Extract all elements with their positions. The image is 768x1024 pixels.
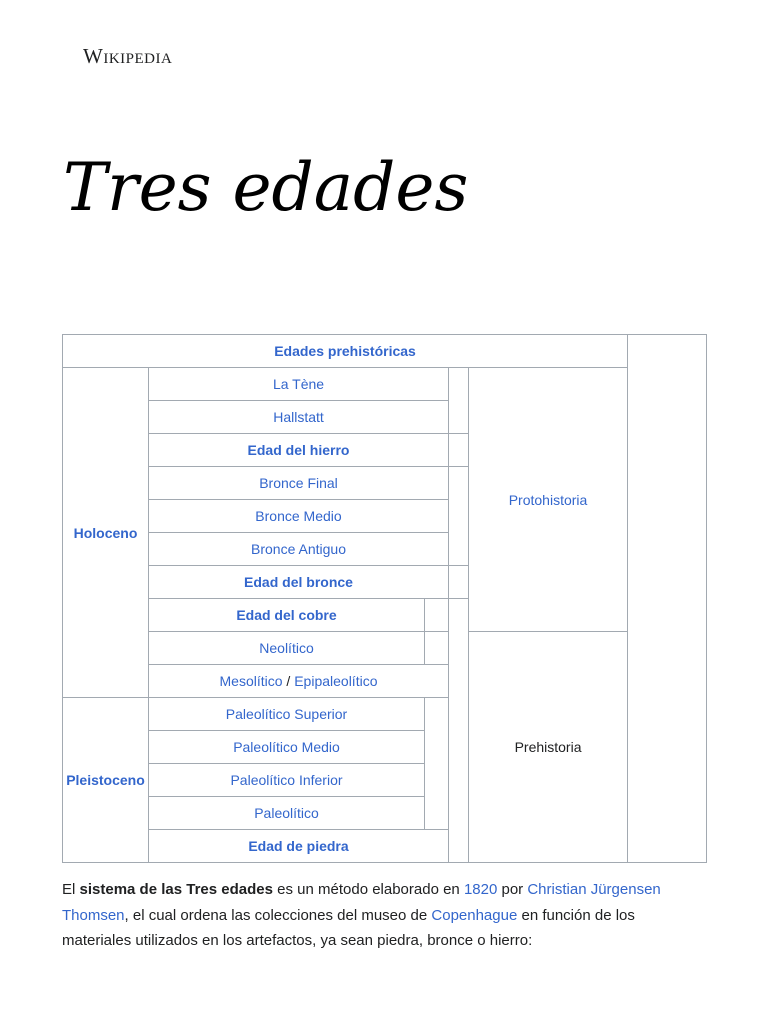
holocene-cell <box>63 368 149 698</box>
paleolithic-cell <box>149 797 425 830</box>
copenhagen-link[interactable]: Copenhague <box>431 906 518 924</box>
mesolithic-cell <box>149 665 449 698</box>
paleolithic-link[interactable]: Paleolítico <box>254 805 319 821</box>
middle-paleolithic-cell <box>149 731 425 764</box>
stone-age-cell <box>149 830 449 863</box>
pleistocene-cell <box>63 698 149 863</box>
la-tene-link[interactable]: La Tène <box>272 376 325 392</box>
table-row <box>63 368 707 401</box>
protohistory-cell <box>469 368 628 632</box>
early-bronze-link[interactable]: Bronce Antiguo <box>251 541 346 557</box>
upper-paleolithic-cell <box>149 698 425 731</box>
copper-age-cell <box>149 599 425 632</box>
iron-age-link[interactable]: Edad del hierro <box>247 442 350 458</box>
intro-text: El <box>62 881 80 898</box>
spacer-cell <box>425 632 449 665</box>
intro-text: , el cual ordena las colecciones del museo de <box>124 906 432 924</box>
bronze-age-cell <box>149 566 449 599</box>
prehistory-cell <box>469 632 628 863</box>
spacer-cell <box>449 434 469 467</box>
neolithic-link[interactable]: Neolítico <box>259 640 314 656</box>
middle-bronze-cell <box>149 500 449 533</box>
intro-text: por <box>497 881 528 898</box>
protohistory-link[interactable]: Protohistoria <box>508 491 588 508</box>
thomsen-link[interactable]: Christian Jürgensen Thomsen <box>62 881 661 924</box>
la-tene-cell <box>149 368 449 401</box>
table-heading <box>63 335 628 368</box>
intro-text: es un método elaborado en <box>272 881 464 898</box>
intro-paragraph <box>62 877 662 954</box>
wikipedia-logo[interactable]: Wikipedia <box>83 44 173 68</box>
page-title: Tres edades <box>63 149 469 226</box>
hallstatt-link[interactable]: Hallstatt <box>273 409 324 425</box>
iron-age-cell <box>149 434 449 467</box>
spacer-cell <box>449 368 469 434</box>
lower-paleolithic-link[interactable]: Paleolítico Inferior <box>230 772 343 788</box>
table-row <box>63 335 707 368</box>
upper-paleolithic-link[interactable]: Paleolítico Superior <box>225 706 348 722</box>
stone-age-link[interactable]: Edad de piedra <box>248 838 349 854</box>
early-bronze-cell <box>149 533 449 566</box>
spacer-cell <box>449 599 469 863</box>
prehistory-label: Prehistoria <box>514 739 582 755</box>
spacer-cell <box>425 698 449 830</box>
holocene-link[interactable]: Holoceno <box>73 524 138 541</box>
pleistocene-link[interactable]: Pleistoceno <box>66 772 145 788</box>
intro-bold-term: sistema de las Tres edades <box>79 881 273 898</box>
year-1820-link[interactable]: 1820 <box>463 881 498 898</box>
late-bronze-cell <box>149 467 449 500</box>
late-bronze-link[interactable]: Bronce Final <box>259 475 338 491</box>
neolithic-cell <box>149 632 425 665</box>
copper-age-link[interactable]: Edad del cobre <box>236 607 337 623</box>
spacer-cell <box>449 467 469 566</box>
middle-paleolithic-link[interactable]: Paleolítico Medio <box>233 739 340 755</box>
epipaleolithic-link[interactable]: Epipaleolítico <box>294 673 378 689</box>
mesolithic-link[interactable]: Mesolítico <box>219 673 283 689</box>
prehistoric-ages-table <box>62 334 707 863</box>
spacer-cell <box>425 599 449 632</box>
middle-bronze-link[interactable]: Bronce Medio <box>255 508 342 524</box>
intro-text: en función de los materiales utilizados en los artefactos, ya sean piedra, bronce o hierro: <box>62 906 635 949</box>
table-side-cell <box>628 335 707 863</box>
table-row <box>63 632 707 665</box>
slash-separator: / <box>286 673 291 689</box>
hallstatt-cell <box>149 401 449 434</box>
lower-paleolithic-cell <box>149 764 425 797</box>
bronze-age-link[interactable]: Edad del bronce <box>244 574 353 590</box>
spacer-cell <box>449 566 469 599</box>
table-heading-link[interactable]: Edades prehistóricas <box>274 343 416 359</box>
